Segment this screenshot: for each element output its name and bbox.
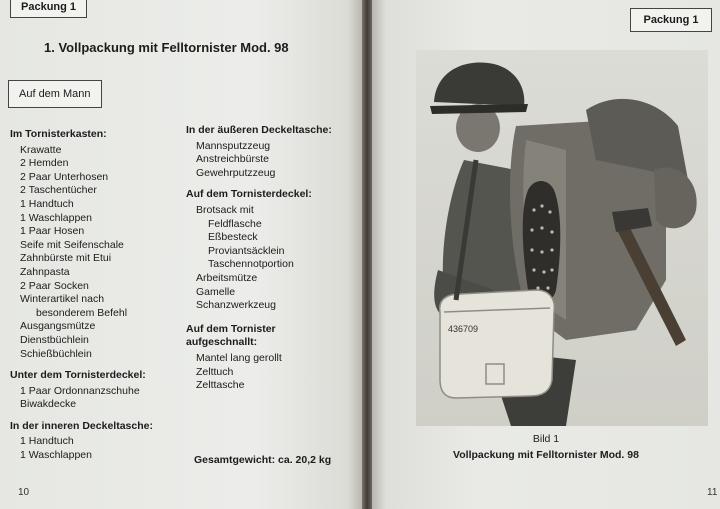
page-number-right: 11: [707, 487, 718, 498]
list-item: besonderem Befehl: [36, 306, 128, 319]
list-item: 1 Paar Ordonnanzschuhe: [20, 384, 140, 397]
list-item: Zelttasche: [196, 379, 245, 392]
list-item: 2 Taschentücher: [20, 184, 97, 197]
section-label: Auf dem Mann: [8, 80, 102, 108]
list-item: 1 Waschlappen: [20, 211, 92, 224]
right-page: [372, 0, 720, 509]
list-item: Feldflasche: [208, 217, 262, 230]
list-item: Schanzwerkzeug: [196, 299, 276, 312]
list-item: Krawatte: [20, 143, 62, 156]
heading-aufgeschnallt: Auf dem Tornister: [186, 322, 276, 335]
list-item: Zelttuch: [196, 365, 234, 378]
figure-caption: Vollpackung mit Felltornister Mod. 98: [453, 449, 639, 461]
heading-aeussere-deckeltasche: In der äußeren Deckeltasche:: [186, 124, 332, 136]
packung-tab-left: Packung 1: [10, 0, 87, 18]
list-item: Zahnbürste mit Etui: [20, 252, 112, 265]
total-weight: Gesamtgewicht: ca. 20,2 kg: [194, 454, 332, 466]
list-item: Eßbesteck: [208, 231, 258, 244]
list-item: 1 Handtuch: [20, 197, 74, 210]
packing-list-column-1: [10, 124, 190, 463]
list-item: Schießbüchlein: [20, 347, 92, 360]
page-title: 1. Vollpackung mit Felltornister Mod. 98: [44, 40, 289, 55]
list-item: Taschennotportion: [208, 258, 294, 271]
book-gutter: [362, 0, 372, 509]
page-number-left: 10: [18, 487, 30, 498]
list-item: Seife mit Seifenschale: [20, 238, 124, 251]
list-item: Arbeitsmütze: [196, 271, 258, 284]
list-item: 1 Paar Hosen: [20, 225, 85, 238]
list-item: Zahnpasta: [20, 265, 70, 278]
list-item: Mannsputzzeug: [196, 139, 271, 152]
figure-label: Bild 1: [532, 433, 560, 445]
list-item: Gamelle: [196, 285, 236, 298]
list-item: Ausgangsmütze: [20, 320, 96, 333]
list-item: 1 Handtuch: [20, 435, 74, 448]
list-item: Winterartikel nach: [20, 293, 105, 306]
list-item: 2 Hemden: [20, 157, 69, 170]
bag-number: 436709: [448, 324, 479, 334]
heading-innere-deckeltasche: In der inneren Deckeltasche:: [10, 419, 153, 432]
packing-list-column-2: [186, 120, 356, 393]
list-item: Biwakdecke: [20, 398, 77, 411]
heading-aufgeschnallt-2: aufgeschnallt:: [186, 336, 258, 349]
list-item: Brotsack mit: [196, 203, 254, 216]
list-item: 1 Waschlappen: [20, 449, 92, 462]
packung-tab-right: Packung 1: [630, 8, 712, 32]
list-item: 2 Paar Socken: [20, 279, 89, 292]
heading-tornisterkasten: Im Tornisterkasten:: [10, 128, 107, 140]
soldier-photo: [416, 50, 708, 426]
heading-unter-deckel: Unter dem Tornisterdeckel:: [10, 369, 146, 382]
list-item: Proviantsäcklein: [208, 244, 285, 257]
list-item: 2 Paar Unterhosen: [20, 170, 109, 183]
soldier-illustration: [416, 50, 708, 426]
list-item: Mantel lang gerollt: [196, 351, 282, 364]
list-item: Gewehrputzzeug: [196, 166, 276, 179]
list-item: Dienstbüchlein: [20, 333, 89, 346]
list-item: Anstreichbürste: [196, 153, 269, 166]
heading-tornisterdeckel: Auf dem Tornisterdeckel:: [186, 188, 312, 201]
